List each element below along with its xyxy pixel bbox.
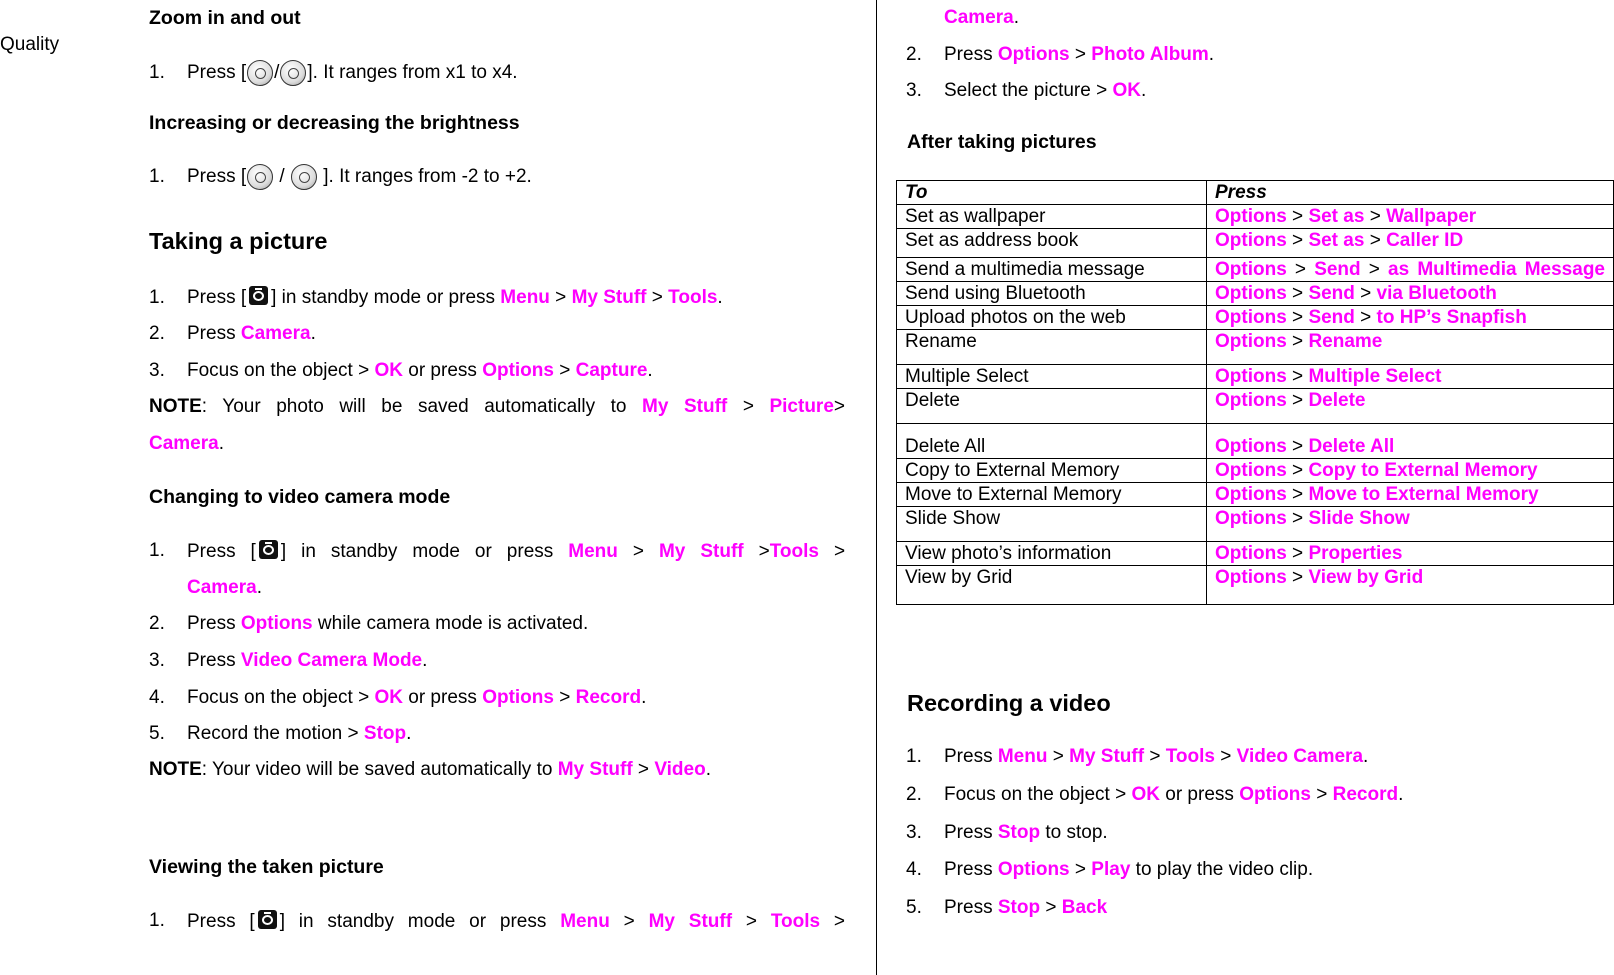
zoom-heading: Zoom in and out [149,7,301,29]
video-mode-step-1-cont: Camera. [187,577,262,598]
row-press: Options > Multiple Select [1207,365,1614,389]
video-mode-heading: Changing to video camera mode [149,486,451,508]
recording-step-2: 2. Focus on the object > OK or press Options > Record. [906,784,1404,805]
table-row [897,282,1614,306]
viewing-heading: Viewing the taken picture [149,856,384,878]
viewing-step-3: 3. Select the picture > OK. [906,80,1147,101]
row-press: Options > Delete [1207,389,1614,424]
table-row [897,258,1614,282]
column-divider [876,0,877,975]
recording-step-1: 1. Press Menu > My Stuff > Tools > Video Camera. [906,746,1369,767]
table-row [897,459,1614,483]
taking-note-cont: Camera. [149,433,224,454]
row-to: Copy to External Memory [897,459,1207,483]
row-to: View by Grid [897,566,1207,605]
row-to: Upload photos on the web [897,306,1207,330]
camera-key-icon [249,286,268,305]
recording-step-5: 5. Press Stop > Back [906,897,1108,918]
recording-heading: Recording a video [907,690,1111,716]
row-press: Options > Move to External Memory [1207,483,1614,507]
table-row [897,389,1614,424]
table-row [897,306,1614,330]
recording-step-4: 4. Press Options > Play to play the video clip. [906,859,1314,880]
taking-note: NOTE: Your photo will be saved automatically to My Stuff > Picture> [149,396,846,417]
row-press: Options > Set as > Caller ID [1207,229,1614,258]
row-press: Options > Slide Show [1207,507,1614,542]
video-mode-step-3: 3. Press Video Camera Mode. [149,650,428,671]
row-to: Rename [897,330,1207,365]
row-to: Send a multimedia message [897,258,1207,282]
row-to: Slide Show [897,507,1207,542]
row-to: Delete [897,389,1207,424]
taking-step-1: 1. Press [ ] in standby mode or press Menu > My Stuff > Tools. [149,287,723,308]
viewing-step-2: 2. Press Options > Photo Album. [906,44,1215,65]
column-header-to: To [897,181,1207,205]
row-to: Set as address book [897,229,1207,258]
row-press: Options > Send > as Multimedia Message [1207,258,1614,282]
side-label-quality: Quality [0,34,60,55]
row-press: Options > Copy to External Memory [1207,459,1614,483]
camera-key-icon [259,540,278,559]
brightness-step-1: 1. Press [ / ]. It ranges from -2 to +2. [149,164,532,190]
row-to: Move to External Memory [897,483,1207,507]
row-to: Set as wallpaper [897,205,1207,229]
table-header-row [897,181,1614,205]
row-press: Options > Rename [1207,330,1614,365]
zoom-in-key-icon [247,60,273,86]
table-row [897,424,1614,459]
table-row [897,566,1614,605]
column-header-press: Press [1207,181,1614,205]
brightness-down-key-icon [247,164,273,190]
row-press: Options > Send > to HP’s Snapfish [1207,306,1614,330]
after-heading: After taking pictures [907,131,1097,153]
table-row [897,542,1614,566]
table-row [897,365,1614,389]
table-row [897,229,1614,258]
video-mode-step-2: 2. Press Options while camera mode is activated. [149,613,589,634]
brightness-up-key-icon [291,164,317,190]
table-row [897,330,1614,365]
table-row [897,205,1614,229]
row-press: Options > View by Grid [1207,566,1614,605]
zoom-out-key-icon [280,60,306,86]
row-press: Options > Set as > Wallpaper [1207,205,1614,229]
taking-step-2: 2. Press Camera. [149,323,316,344]
row-press: Options > Delete All [1207,424,1614,459]
video-mode-step-5: 5. Record the motion > Stop. [149,723,412,744]
row-to: View photo’s information [897,542,1207,566]
table-row [897,483,1614,507]
brightness-heading: Increasing or decreasing the brightness [149,112,520,134]
row-press: Options > Send > via Bluetooth [1207,282,1614,306]
row-to: Multiple Select [897,365,1207,389]
viewing-step-1-cont: Camera. [944,7,1019,28]
row-press: Options > Properties [1207,542,1614,566]
video-mode-step-1: 1. Press [ ] in standby mode or press Menu > My Stuff >Tools > [149,540,846,562]
taking-step-3: 3. Focus on the object > OK or press Options > Capture. [149,360,653,381]
video-mode-note: NOTE: Your video will be saved automatically to My Stuff > Video. [149,759,711,780]
after-taking-pictures-table [896,180,1614,605]
table-row [897,507,1614,542]
zoom-step-1: 1. Press [ / ]. It ranges from x1 to x4. [149,60,518,86]
video-mode-step-4: 4. Focus on the object > OK or press Options > Record. [149,687,647,708]
taking-picture-heading: Taking a picture [149,228,328,254]
row-to: Delete All [897,424,1207,459]
viewing-step-1: 1. Press [ ] in standby mode or press Menu > My Stuff > Tools > [149,910,846,932]
camera-key-icon [258,910,277,929]
recording-step-3: 3. Press Stop to stop. [906,822,1108,843]
row-to: Send using Bluetooth [897,282,1207,306]
